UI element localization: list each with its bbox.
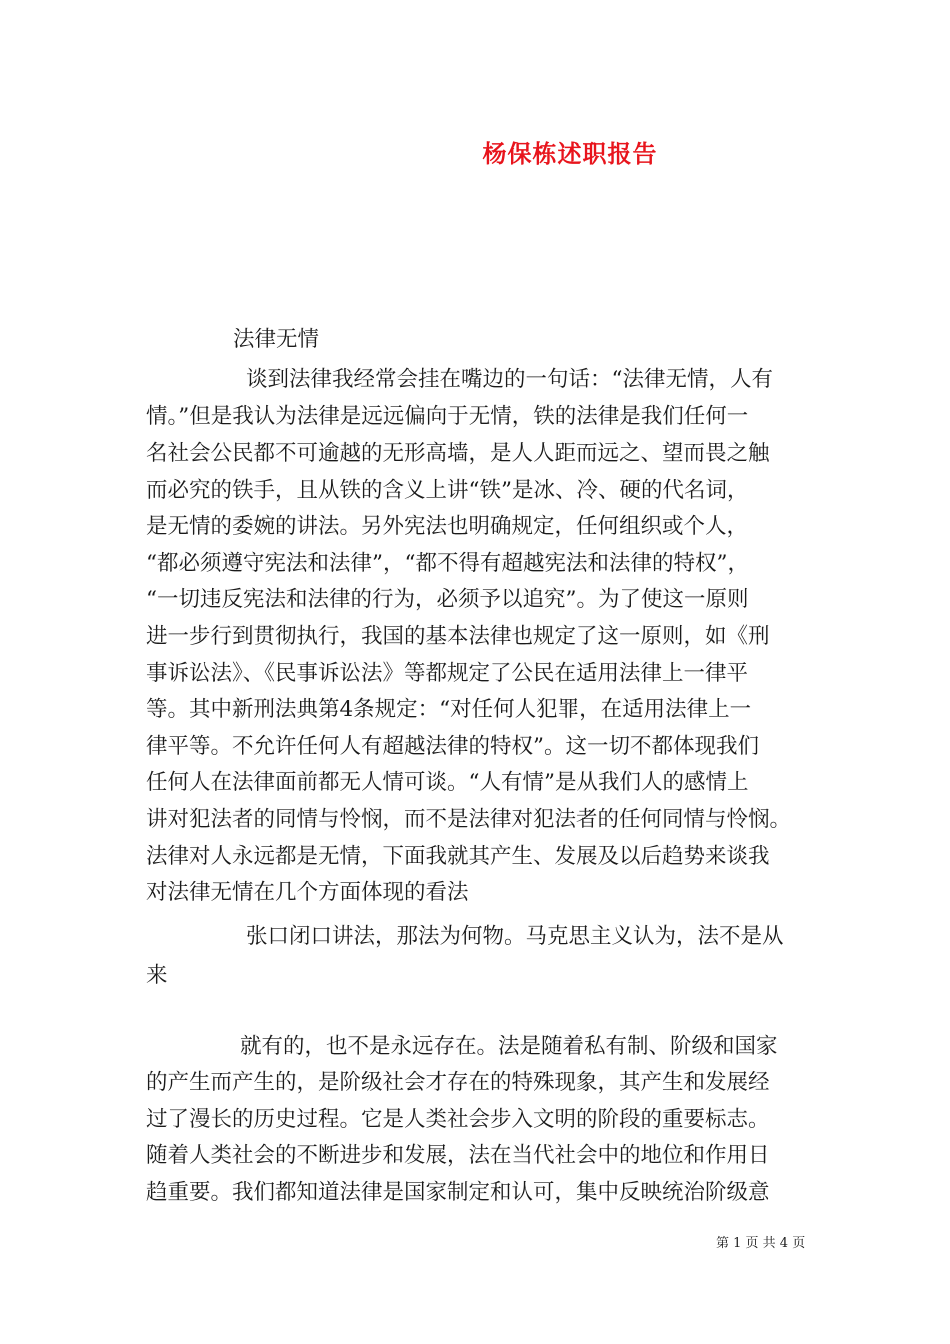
paragraph-line: 法律对人永远都是无情，下面我就其产生、发展及以后趋势来谈我 [146,844,770,869]
paragraph-line: 讲对犯法者的同情与怜悯，而不是法律对犯法者的任何同情与怜悯。 [146,807,792,832]
paragraph-line: 的产生而产生的，是阶级社会才存在的特殊现象，其产生和发展经 [146,1070,770,1095]
paragraph-line: 随着人类社会的不断进步和发展，法在当代社会中的地位和作用日 [146,1143,770,1168]
paragraph-line: 情。”但是我认为法律是远远偏向于无情，铁的法律是我们任何一 [146,404,749,429]
section-heading: 法律无情 [233,327,320,352]
paragraph-line: “一切违反宪法和法律的行为，必须予以追究”。为了使这一原则 [146,587,749,612]
paragraph-line: 趋重要。我们都知道法律是国家制定和认可，集中反映统治阶级意 [146,1180,770,1205]
paragraph-line: 谈到法律我经常会挂在嘴边的一句话：“法律无情，人有 [246,367,773,392]
paragraph-line: 来 [146,963,168,988]
paragraph-line: 而必究的铁手，且从铁的含义上讲“铁”是冰、冷、硬的代名词， [146,478,749,503]
paragraph-line: 名社会公民都不可逾越的无形高墙，是人人距而远之、望而畏之触 [146,441,770,466]
paragraph-line: 等。其中新刑法典第4条规定：“对任何人犯罪，在适用法律上一 [146,697,752,722]
paragraph-line: 事诉讼法》、《民事诉讼法》等都规定了公民在适用法律上一律平 [146,661,749,686]
paragraph-line: 律平等。不允许任何人有超越法律的特权”。这一切不都体现我们 [146,734,759,759]
page-title: 杨保栋述职报告 [482,139,658,168]
paragraph-line: 任何人在法律面前都无人情可谈。“人有情”是从我们人的感情上 [146,770,749,795]
page-number-footer: 第 1 页 共 4 页 [716,1236,806,1251]
paragraph-line: 进一步行到贯彻执行，我国的基本法律也规定了这一原则，如《刑 [146,624,770,649]
paragraph-line: 过了漫长的历史过程。它是人类社会步入文明的阶段的重要标志。 [146,1107,770,1132]
paragraph-line: “都必须遵守宪法和法律”，“都不得有超越宪法和法律的特权”， [146,551,749,576]
paragraph-line: 就有的，也不是永远存在。法是随着私有制、阶级和国家 [240,1034,778,1059]
paragraph-line: 对法律无情在几个方面体现的看法 [146,880,469,905]
paragraph-line: 张口闭口讲法，那法为何物。马克思主义认为，法不是从 [246,924,784,949]
paragraph-line: 是无情的委婉的讲法。另外宪法也明确规定，任何组织或个人， [146,514,749,539]
